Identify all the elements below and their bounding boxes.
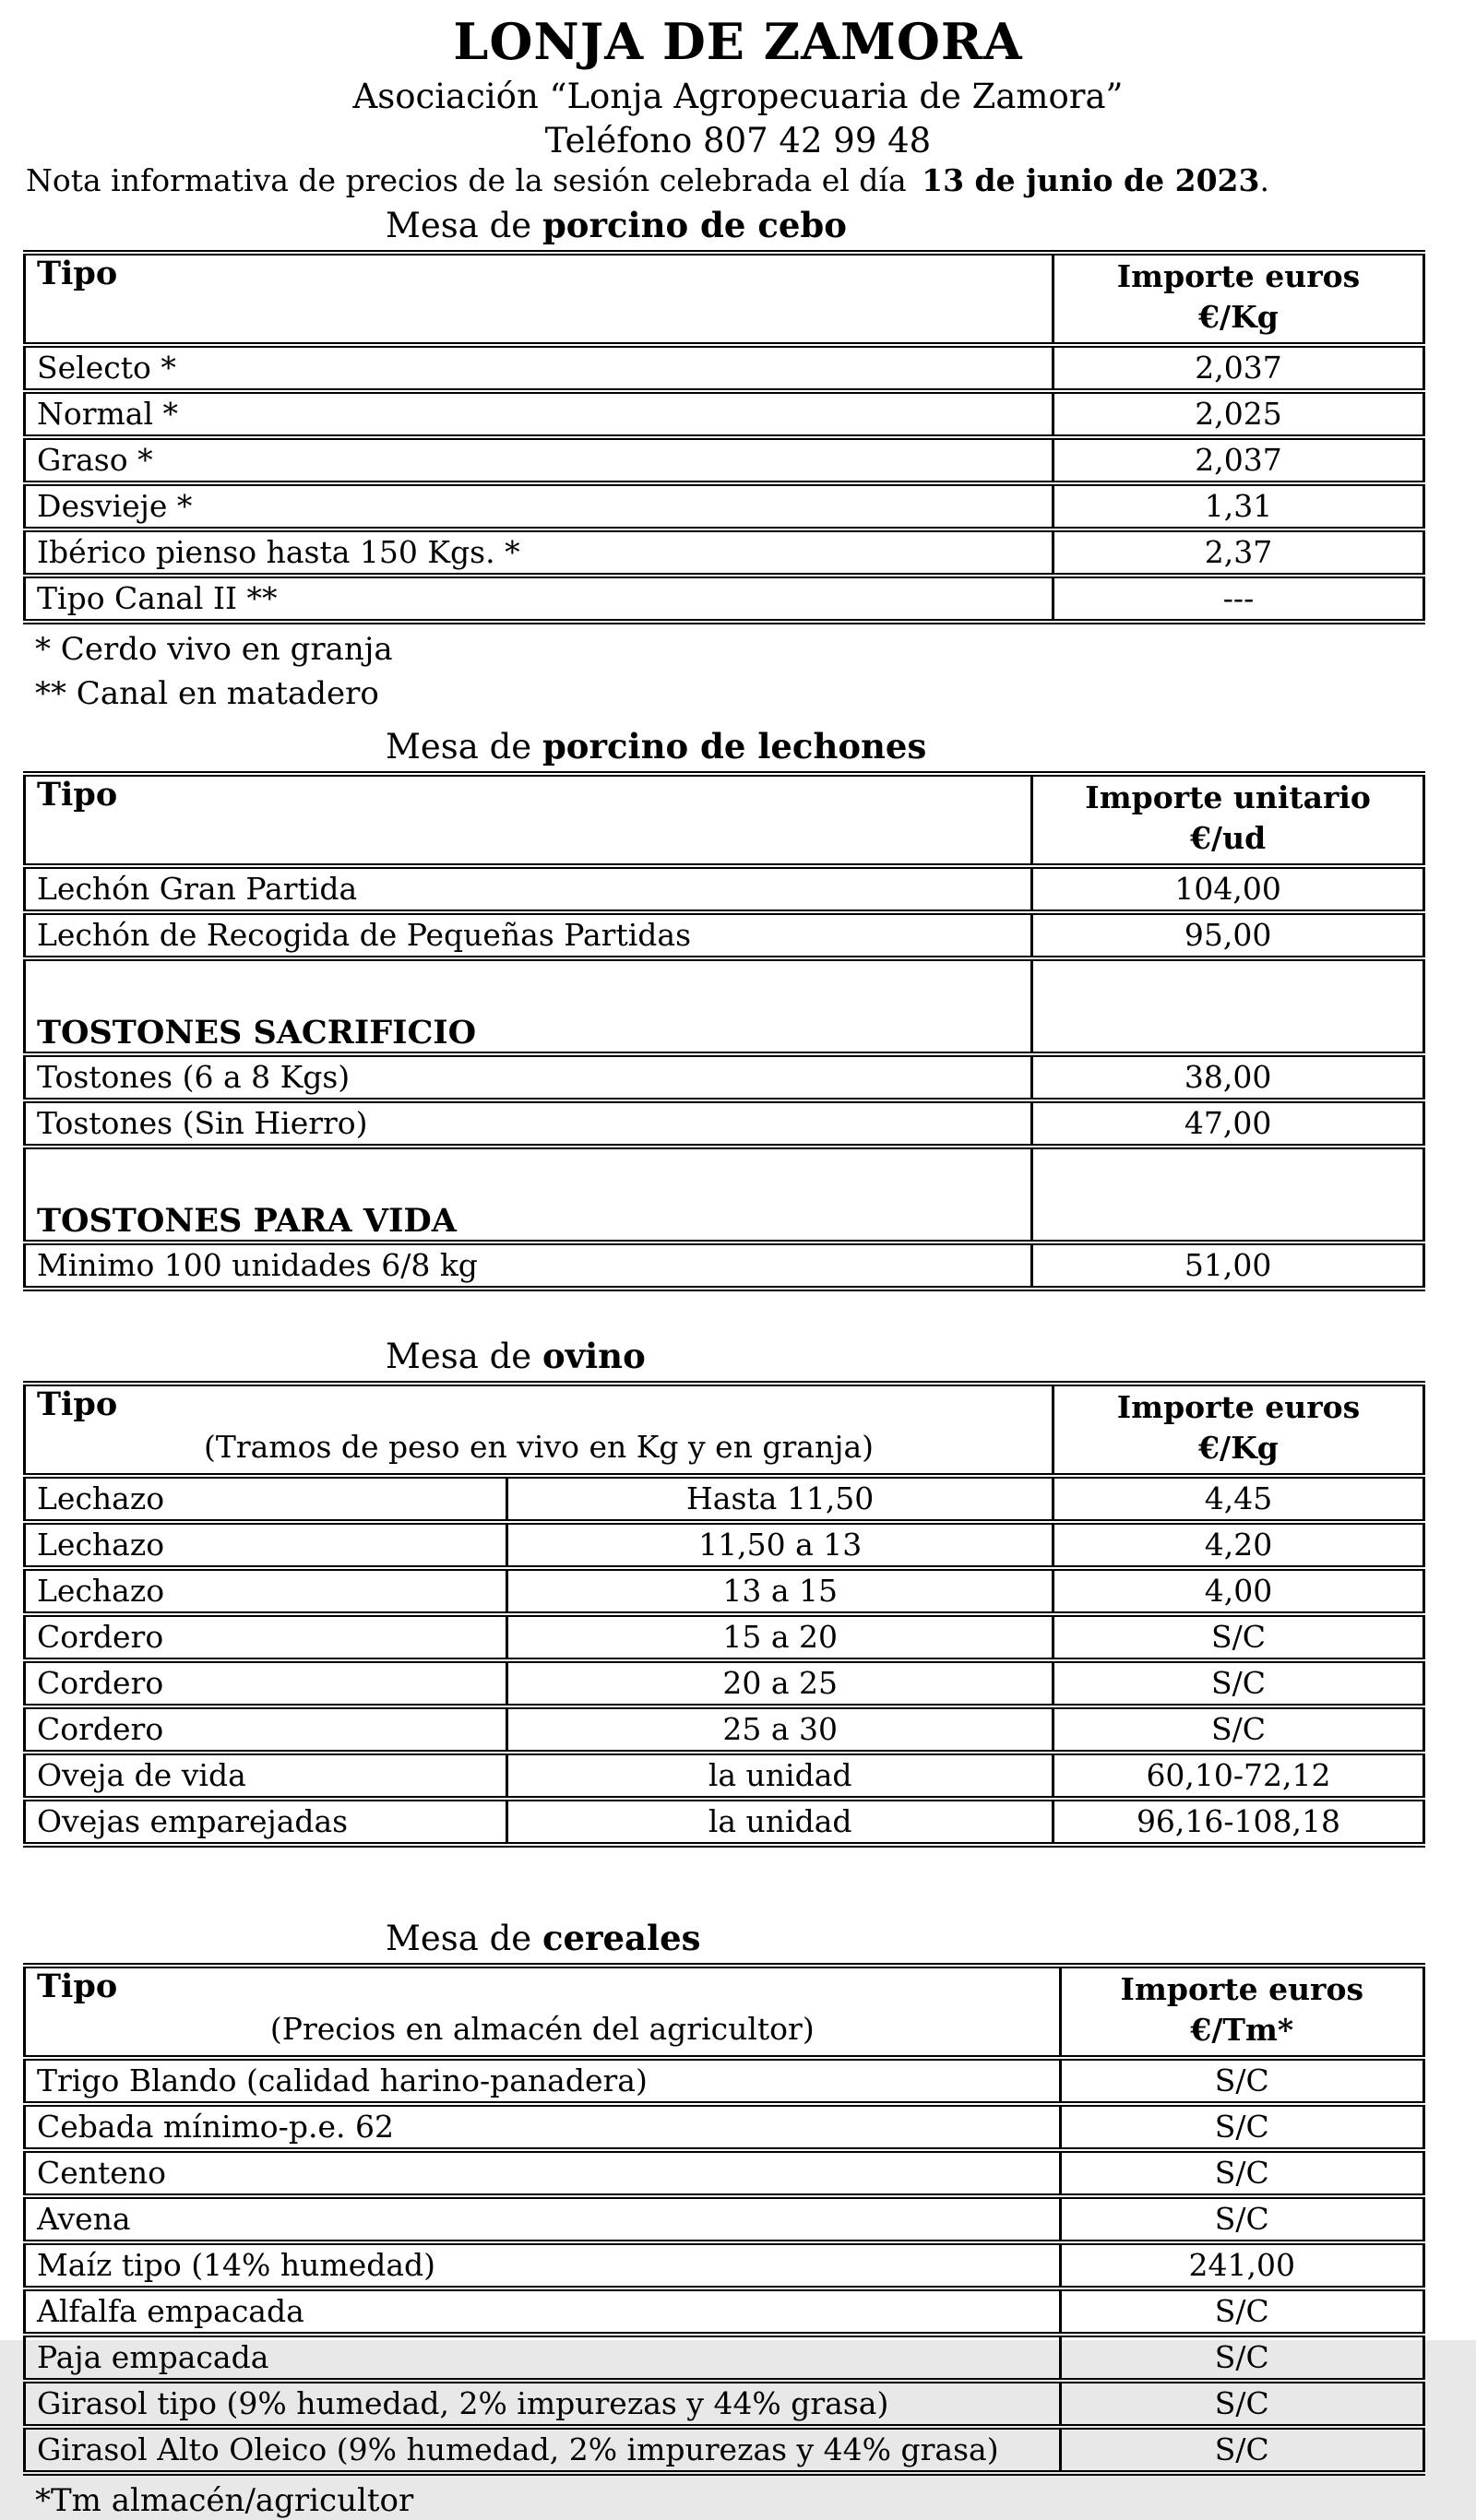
table-row (25, 576, 1424, 622)
heading-name: cereales (542, 1918, 701, 1958)
table-row (25, 2058, 1424, 2104)
table-row (25, 912, 1424, 958)
row-label: Lechazo (25, 1522, 507, 1568)
table-porcino-cebo (23, 250, 1425, 624)
row-label: TOSTONES PARA VIDA (25, 1147, 1032, 1242)
session-date: 13 de junio de 2023 (922, 162, 1260, 198)
row-label: Trigo Blando (calidad harino-panadera) (25, 2058, 1061, 2104)
session-note (26, 162, 1476, 199)
row-label: Cordero (25, 1614, 507, 1660)
row-label: Oveja de vida (25, 1753, 507, 1799)
table-row (25, 345, 1424, 391)
association-subtitle: Asociación “Lonja Agropecuaria de Zamora” (352, 77, 1124, 116)
row-value: 241,00 (1060, 2242, 1423, 2288)
table-row-group-tostones-vida (25, 1147, 1424, 1242)
section-heading-ovino (386, 1336, 1476, 1377)
row-value: 2,37 (1053, 529, 1423, 576)
table-row (25, 1568, 1424, 1614)
row-label: Lechazo (25, 1568, 507, 1614)
table-row (25, 1054, 1424, 1100)
importe-line2: €/ud (1190, 820, 1267, 856)
row-weight-range: 15 a 20 (507, 1614, 1053, 1660)
table-header-row (25, 1966, 1424, 2058)
row-label: Cordero (25, 1706, 507, 1753)
row-value: 4,45 (1053, 1476, 1423, 1522)
heading-name: ovino (542, 1336, 646, 1376)
session-note-prefix: Nota informativa de precios de la sesión celebrada el día (26, 162, 917, 198)
row-weight-range: Hasta 11,50 (507, 1476, 1053, 1522)
table-row (25, 437, 1424, 483)
table-row (25, 1100, 1424, 1147)
table-row (25, 391, 1424, 437)
row-weight-range: 20 a 25 (507, 1660, 1053, 1706)
table-header-row (25, 253, 1424, 345)
row-label: Tostones (6 a 8 Kgs) (25, 1054, 1032, 1100)
header-cell-tipo: Tipo (Precios en almacén del agricultor) (25, 1966, 1061, 2058)
row-label: Graso * (25, 437, 1053, 483)
table-row (25, 1753, 1424, 1799)
row-label: Avena (25, 2196, 1061, 2242)
row-label: Tipo Canal II ** (25, 576, 1053, 622)
row-value: 4,00 (1053, 1568, 1423, 1614)
row-weight-range: 13 a 15 (507, 1568, 1053, 1614)
header-cell-importe (1053, 253, 1423, 345)
importe-line1: Importe unitario (1085, 779, 1371, 815)
table-row (25, 2288, 1424, 2335)
row-label: Paja empacada (25, 2335, 1061, 2381)
row-label: Alfalfa empacada (25, 2288, 1061, 2335)
header-cell-tipo: Tipo (25, 253, 1053, 345)
row-label: Girasol Alto Oleico (9% humedad, 2% impurezas y 44% grasa) (25, 2427, 1061, 2473)
table-row (25, 2150, 1424, 2196)
row-value: 51,00 (1032, 1242, 1424, 1289)
row-label: Selecto * (25, 345, 1053, 391)
footnote-tm-almacen: *Tm almacén/agricultor (35, 2482, 414, 2519)
row-value: S/C (1060, 2381, 1423, 2427)
header-subtitle: (Tramos de peso en vivo en Kg y en granja) (203, 1429, 875, 1465)
footnote-cerdo-vivo: * Cerdo vivo en granja (35, 631, 393, 668)
row-label: Lechón Gran Partida (25, 866, 1032, 912)
row-value: S/C (1060, 2335, 1423, 2381)
row-value: 60,10-72,12 (1053, 1753, 1423, 1799)
row-weight-range: 25 a 30 (507, 1706, 1053, 1753)
table-row (25, 1242, 1424, 1289)
session-note-suffix: . (1259, 162, 1269, 198)
row-value: S/C (1053, 1706, 1423, 1753)
row-value: 4,20 (1053, 1522, 1423, 1568)
table-cereales (23, 1963, 1425, 2476)
row-value (1032, 1147, 1424, 1242)
header-cell-importe (1060, 1966, 1423, 2058)
table-header-row (25, 1384, 1424, 1476)
page-title: LONJA DE ZAMORA (453, 12, 1023, 71)
row-label: Minimo 100 unidades 6/8 kg (25, 1242, 1032, 1289)
row-label: Ibérico pienso hasta 150 Kgs. * (25, 529, 1053, 576)
heading-prefix: Mesa de (386, 1919, 542, 1958)
importe-line2: €/Kg (1198, 299, 1279, 335)
row-value: S/C (1060, 2427, 1423, 2473)
table-row (25, 2196, 1424, 2242)
heading-name: porcino de cebo (542, 205, 847, 245)
row-label: Tostones (Sin Hierro) (25, 1100, 1032, 1147)
row-value: 38,00 (1032, 1054, 1424, 1100)
header-cell-tipo: Tipo (25, 774, 1032, 866)
table-row (25, 2335, 1424, 2381)
heading-prefix: Mesa de (386, 206, 542, 245)
row-value: 96,16-108,18 (1053, 1799, 1423, 1845)
row-label: Lechón de Recogida de Pequeñas Partidas (25, 912, 1032, 958)
header-subtitle: (Precios en almacén del agricultor) (269, 2011, 815, 2047)
row-value: 2,037 (1053, 437, 1423, 483)
row-value: --- (1053, 576, 1423, 622)
table-row (25, 483, 1424, 529)
table-row (25, 866, 1424, 912)
heading-prefix: Mesa de (386, 1337, 542, 1376)
section-heading-porcino-lechones (386, 726, 1476, 767)
row-label: Centeno (25, 2150, 1061, 2196)
row-value: 47,00 (1032, 1100, 1424, 1147)
row-label: Cordero (25, 1660, 507, 1706)
table-header-row (25, 774, 1424, 866)
table-row (25, 1522, 1424, 1568)
row-value: S/C (1060, 2058, 1423, 2104)
table-row (25, 1706, 1424, 1753)
row-value (1032, 958, 1424, 1054)
table-row-group-tostones-sacrificio (25, 958, 1424, 1054)
importe-line1: Importe euros (1120, 1971, 1364, 2007)
importe-line1: Importe euros (1116, 1389, 1361, 1425)
row-value: 95,00 (1032, 912, 1424, 958)
section-heading-porcino-cebo (386, 205, 1476, 246)
header-cell-tipo: Tipo (Tramos de peso en vivo en Kg y en granja) (25, 1384, 1053, 1476)
table-ovino (23, 1381, 1425, 1848)
footnote-canal-matadero: ** Canal en matadero (35, 675, 379, 712)
row-label: Lechazo (25, 1476, 507, 1522)
row-value: S/C (1060, 2150, 1423, 2196)
row-value: S/C (1060, 2288, 1423, 2335)
table-row (25, 2242, 1424, 2288)
row-value: S/C (1060, 2104, 1423, 2150)
table-row (25, 2104, 1424, 2150)
row-value: 2,037 (1053, 345, 1423, 391)
table-row (25, 529, 1424, 576)
row-weight-range: la unidad (507, 1753, 1053, 1799)
section-heading-cereales (386, 1918, 1476, 1959)
importe-line1: Importe euros (1116, 258, 1361, 294)
table-row (25, 1614, 1424, 1660)
heading-name: porcino de lechones (542, 726, 927, 767)
header-cell-importe (1032, 774, 1424, 866)
row-label: TOSTONES SACRIFICIO (25, 958, 1032, 1054)
row-label: Girasol tipo (9% humedad, 2% impurezas y 44% grasa) (25, 2381, 1061, 2427)
table-row (25, 1476, 1424, 1522)
table-porcino-lechones (23, 771, 1425, 1291)
table-row (25, 2427, 1424, 2473)
row-weight-range: la unidad (507, 1799, 1053, 1845)
table-row (25, 1799, 1424, 1845)
row-label: Desvieje * (25, 483, 1053, 529)
table-row (25, 2381, 1424, 2427)
heading-prefix: Mesa de (386, 727, 542, 767)
importe-line2: €/Kg (1198, 1430, 1279, 1466)
row-label: Normal * (25, 391, 1053, 437)
row-weight-range: 11,50 a 13 (507, 1522, 1053, 1568)
row-label: Cebada mínimo-p.e. 62 (25, 2104, 1061, 2150)
row-value: S/C (1053, 1660, 1423, 1706)
row-value: 2,025 (1053, 391, 1423, 437)
row-value: 1,31 (1053, 483, 1423, 529)
row-label: Ovejas emparejadas (25, 1799, 507, 1845)
row-value: S/C (1053, 1614, 1423, 1660)
row-value: 104,00 (1032, 866, 1424, 912)
importe-line2: €/Tm* (1190, 2012, 1294, 2048)
row-value: S/C (1060, 2196, 1423, 2242)
table-row (25, 1660, 1424, 1706)
header-cell-importe (1053, 1384, 1423, 1476)
row-label: Maíz tipo (14% humedad) (25, 2242, 1061, 2288)
phone-line: Teléfono 807 42 99 48 (544, 121, 932, 160)
